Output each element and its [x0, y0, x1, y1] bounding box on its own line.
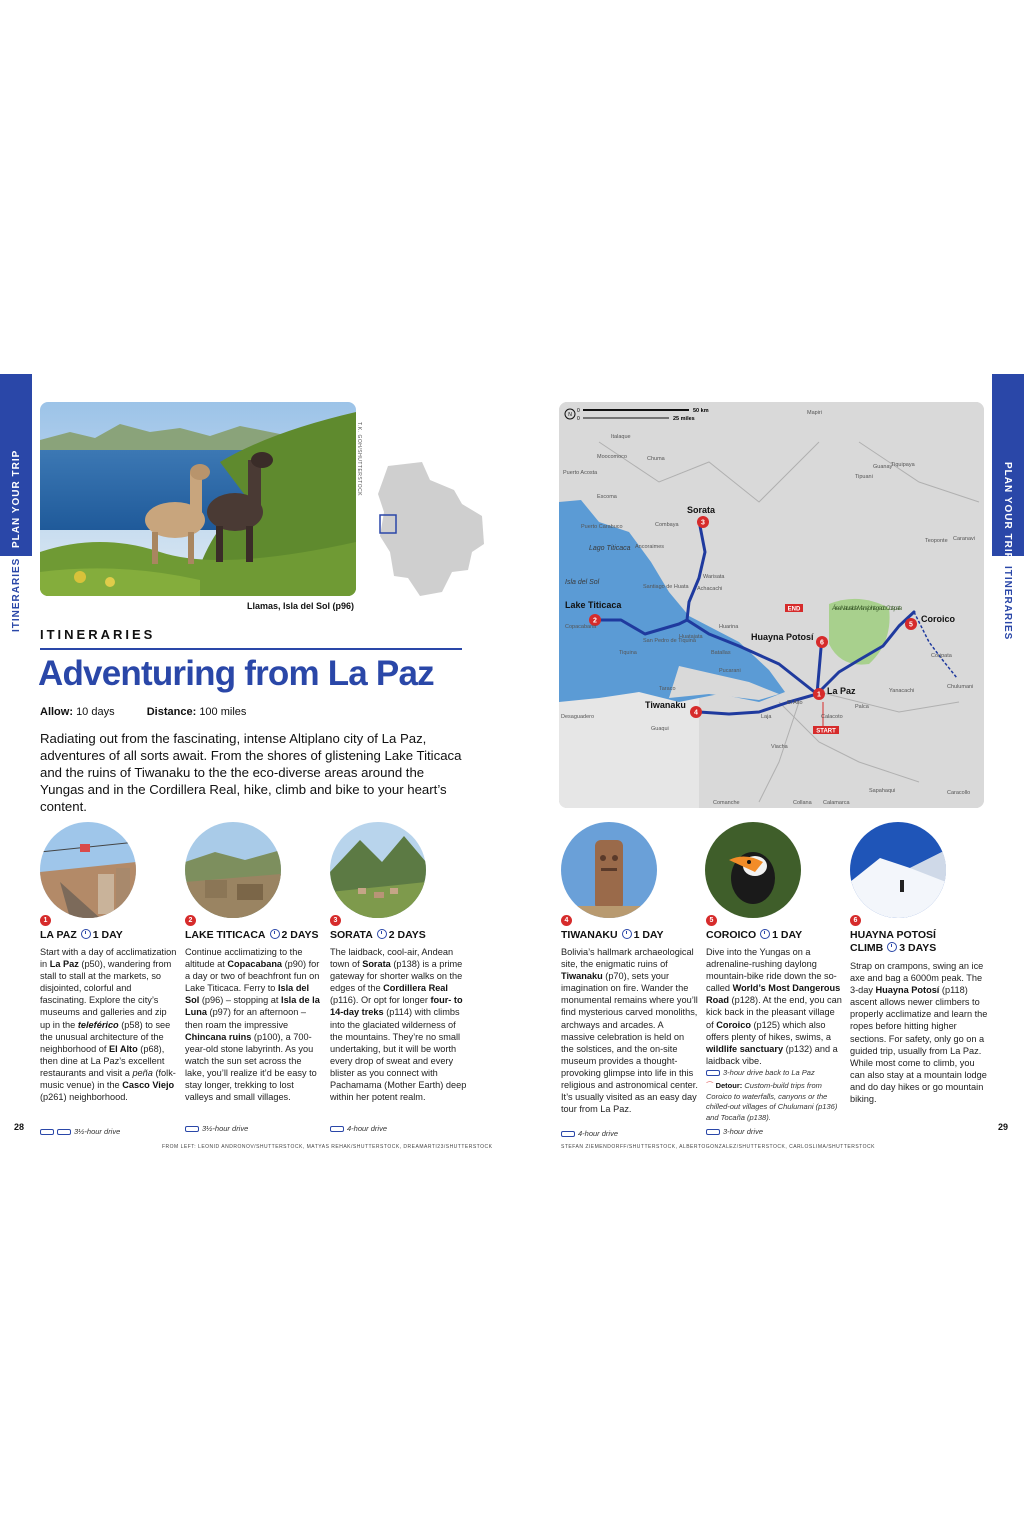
map-marker-3: 3	[701, 519, 705, 527]
photo-caption: Llamas, Isla del Sol (p96)	[246, 601, 354, 611]
stop-body-sorata: The laidback, cool-air, Andean town of Sorata (p138) is a prime gateway for shorter walks on the edges of the Cordillera Real (p116). Or opt for longer four- to 14-day treks (p114) with climbs into the glaciated wilderness of the mountains. They’re no small undertaking, but it will be worth every drop of sweat and every blister as you connect with Pachamama (Mother Earth) deep within her potent realm.	[330, 947, 467, 1103]
map-marker-2: 2	[593, 617, 597, 625]
detour-text: Custom-build trips from Coroico to waterfalls, canyons or the chilled-out villages of Chulumani (p136) and Tocaña (p138).	[706, 1081, 838, 1122]
section-kicker: ITINERARIES	[40, 627, 156, 642]
stop-duration: 1 DAY	[772, 929, 803, 941]
photo-credits-right: STEFAN ZIEMENDORFF/SHUTTERSTOCK, ALBERTOGONZALEZ/SHUTTERSTOCK, CARLOSLIMA/SHUTTERSTOCK	[561, 1144, 875, 1150]
map-town-label: Viacha	[771, 744, 788, 750]
map-label-sorata: Sorata	[687, 505, 716, 515]
intro-paragraph: Radiating out from the fascinating, intense Altiplano city of La Paz, adventures of all sorts await. From the shores of glistening Lake Titicaca and the ruins of Tiwanaku to the the eco-diverse areas around the Yungas and in the Cordillera Real, hike, climb and bike to your heart’s content.	[40, 731, 462, 814]
map-town-label: Chuma	[647, 456, 665, 462]
stop-title-coroico	[706, 929, 802, 942]
stop-name: LAKE TITICACA	[185, 929, 266, 941]
map-town-label: Ancoraimes	[635, 544, 665, 550]
map-label-tiwanaku: Tiwanaku	[645, 700, 686, 710]
end-label: END	[787, 606, 801, 613]
page-title: Adventuring from La Paz	[38, 654, 434, 693]
car-icon	[706, 1070, 720, 1076]
map-town-label: Guaqui	[651, 726, 669, 732]
route-map	[559, 402, 984, 808]
stop-body-tiwanaku: Bolivia’s hallmark archaeological site, the enigmatic ruins of Tiwanaku (p70), sets your imagination on fire. Wander the monumental remains where you’ll find mysterious carved monoliths, archways and arcades. A massive celebration is held on the solstices, and the on-site museum provides a thought-provoking glimpse into life in this religious and astronomical center. It’s usually visited as an easy day tour from La Paz.	[561, 947, 698, 1115]
map-label-park: Área Natural de Manejo Integrado Cotapata	[832, 606, 902, 612]
itineraries-side-label-right: ITINERARIES	[1002, 566, 1013, 641]
car-icon	[561, 1131, 575, 1137]
stop-title-la-paz	[40, 929, 123, 942]
start-label: START	[816, 728, 836, 735]
clock-icon	[887, 942, 897, 952]
llamas-illustration	[40, 402, 356, 596]
stop-title-tiwanaku	[561, 929, 664, 942]
map-town-label: Comanche	[713, 800, 740, 806]
tiwanaku-photo	[561, 822, 657, 918]
stop-name: SORATA	[330, 929, 373, 941]
distance-label: Distance:	[146, 706, 197, 718]
drive-text: 3-hour drive	[723, 1127, 764, 1136]
stop-number-6: 6	[850, 915, 861, 926]
map-town-label: Laja	[761, 714, 772, 720]
stop-body-lake-titicaca: Continue acclimatizing to the altitude at Copacabana (p90) for a day or two of beachfront fun on Lake Titicaca. Ferry to Isla del Sol (p96) – stopping at Isla de la Luna (p97) for an afternoon – then roam the impressive Chincana ruins (p100), a 700-year-old stone labyrinth. As you watch the sun set across the lake, you’ll realize it’d be easy to stay longer, trekking to lost valleys and small villages.	[185, 947, 320, 1103]
map-town-label: Caracollo	[947, 790, 971, 796]
map-town-label: Huatajata	[679, 634, 703, 640]
map-town-label: Tiquipaya	[891, 462, 915, 468]
map-town-label: Palca	[855, 704, 869, 710]
sorata-photo	[330, 822, 426, 918]
stop-number-2: 2	[185, 915, 196, 926]
drive-info-lake-titicaca	[185, 1124, 248, 1133]
map-town-label: Copacabana	[565, 624, 597, 630]
clock-icon	[622, 929, 632, 939]
distance-value: 100 miles	[199, 706, 247, 718]
clock-icon	[270, 929, 280, 939]
detour-icon: ⌒	[706, 1081, 714, 1090]
scale-km: 50 km	[693, 408, 709, 414]
map-label-lake: Lago Titicaca	[589, 545, 631, 552]
map-town-label: Warisata	[703, 574, 725, 580]
map-town-label: Collana	[793, 800, 812, 806]
map-town-label: Teoponte	[925, 538, 948, 544]
page-number-right: 29	[998, 1122, 1009, 1132]
map-town-label: Puerto Carabuco	[581, 524, 623, 530]
map-label-coroico: Coroico	[921, 614, 956, 624]
drive-info-tiwanaku	[561, 1129, 618, 1138]
map-town-label: Desaguadero	[561, 714, 595, 720]
map-town-label: Achacachi	[697, 586, 723, 592]
page-number-left: 28	[14, 1122, 25, 1132]
stop-duration: 1 DAY	[633, 929, 664, 941]
photo-credit: T.K. GOH/SHUTTERSTOCK	[356, 422, 362, 497]
stop-duration: 2 DAYS	[388, 929, 426, 941]
allow-value: 10 days	[76, 706, 115, 718]
map-town-label: El Alto	[787, 700, 803, 706]
lake-titicaca-photo	[185, 822, 281, 918]
drive-info-la-paz	[40, 1127, 120, 1136]
map-marker-5: 5	[909, 621, 913, 629]
map-marker-4: 4	[694, 709, 698, 717]
stop-name: TIWANAKU	[561, 929, 618, 941]
stop-body-coroico: Dive into the Yungas on a adrenaline-rushing daylong mountain-bike ride down the so-called World’s Most Dangerous Road (p128). At the end, you can kick back in the pleasant village of Coroico (p125) which also offers plenty of hikes, swims, a wildlife sanctuary (p132) and a laidback vibe.	[706, 947, 842, 1066]
stop-title-sorata	[330, 929, 426, 942]
stop-number-1: 1	[40, 915, 51, 926]
clock-icon	[377, 929, 387, 939]
stop-number-3: 3	[330, 915, 341, 926]
map-town-label: Calamarca	[823, 800, 850, 806]
map-town-label: Yanacachi	[889, 688, 915, 694]
map-town-label: Calacoto	[821, 714, 843, 720]
stop-name: LA PAZ	[40, 929, 77, 941]
car-icon	[330, 1126, 344, 1132]
map-town-label: Pucarani	[719, 668, 741, 674]
map-town-label: Guanay	[873, 464, 893, 470]
map-town-label: San Pedro de Tiquina	[643, 638, 696, 644]
stop-duration: 1 DAY	[92, 929, 123, 941]
coroico-photo	[705, 822, 801, 918]
car-icon	[40, 1129, 54, 1135]
stop-body-la-paz: Start with a day of acclimatization in La Paz (p50), wandering from stall to stall at the markets, so disjointed, colorful and fascinating. Explore the city’s museums and galleries and zip up in the teleférico (p58) to see the unusual architecture of the neighborhood of El Alto (p68), then dine at La Paz’s excellent restaurants and visit a peña (folk-music venue) in the Casco Viejo (p261) neighborhood.	[40, 947, 177, 1103]
north-arrow: N	[568, 412, 572, 418]
clock-icon	[760, 929, 770, 939]
drive-info-sorata	[330, 1124, 387, 1133]
map-label-isla-del-sol: Isla del Sol	[565, 579, 600, 586]
stop-name-2: CLIMB	[850, 942, 884, 954]
drive-text: 3½-hour drive	[74, 1127, 121, 1136]
map-town-label: Coripata	[931, 653, 952, 659]
scale-zero-mi: 0	[577, 416, 580, 422]
map-town-label: Taraco	[659, 686, 676, 692]
map-marker-1: 1	[817, 691, 821, 699]
scale-zero-km: 0	[577, 408, 580, 414]
map-town-label: Puerto Acosta	[563, 470, 598, 476]
map-label-huayna-potosi: Huayna Potosí	[751, 632, 814, 642]
drive-text: 4-hour drive	[578, 1129, 619, 1138]
map-town-label: Italaque	[611, 434, 631, 440]
drive-info-coroico	[706, 1068, 815, 1077]
stop-name: COROICO	[706, 929, 757, 941]
stop-body-huayna-potosi: Strap on crampons, swing an ice axe and bag a 6000m peak. The 3-day Huayna Potosí (p118) ascent allows newer climbers to properly acclimatize and learn the ropes before hitting higher sections. For safety, only go on a guided trip, usually from La Paz. While most come to climb, you can also stay at a mountain lodge and do day hikes or go mountain biking.	[850, 961, 988, 1105]
allow-label: Allow:	[40, 706, 73, 718]
la-paz-photo	[40, 822, 136, 918]
map-town-label: Moocomoco	[597, 454, 627, 460]
map-marker-6: 6	[820, 639, 824, 647]
stop-name: HUAYNA POTOSÍ	[850, 929, 936, 941]
drive-text: 3½-hour drive	[202, 1124, 249, 1133]
map-town-label: Escoma	[597, 494, 617, 500]
plan-your-trip-label-left: PLAN YOUR TRIP	[11, 449, 22, 548]
detour-label: Detour:	[715, 1081, 743, 1090]
map-label-lake-titicaca: Lake Titicaca	[565, 600, 622, 610]
map-town-label: Tipuani	[855, 474, 873, 480]
map-town-label: Batallas	[711, 650, 731, 656]
drive-text: 3-hour drive back to La Paz	[723, 1068, 815, 1077]
clock-icon	[81, 929, 91, 939]
map-town-label: Tiquina	[619, 650, 637, 656]
detour-note	[706, 1081, 846, 1123]
car-icon	[706, 1129, 720, 1135]
title-rule	[40, 648, 462, 650]
map-town-label: Huarina	[719, 624, 739, 630]
drive-info-coroico-2	[706, 1127, 763, 1136]
map-town-label: Sapahaqui	[869, 788, 896, 794]
stop-title-lake-titicaca	[185, 929, 318, 942]
stop-duration: 2 DAYS	[281, 929, 319, 941]
map-town-label: Combaya	[655, 522, 679, 528]
drive-text: 4-hour drive	[347, 1124, 388, 1133]
stop-title-huayna-potosi	[850, 929, 936, 955]
map-town-label: Chulumani	[947, 684, 974, 690]
plan-your-trip-label-right: PLAN YOUR TRIP	[1002, 462, 1013, 561]
map-town-label: Caranavi	[953, 536, 976, 542]
stop-number-4: 4	[561, 915, 572, 926]
stop-duration: 3 DAYS	[899, 942, 937, 954]
llamas-photo	[40, 402, 356, 596]
bolivia-locator-map	[370, 460, 490, 600]
map-town-label: Santiago de Huata	[643, 584, 689, 590]
map-town-label: Mapiri	[807, 410, 822, 416]
photo-credits-left: FROM LEFT: LEONID ANDRONOV/SHUTTERSTOCK, MATYAS REHAK/SHUTTERSTOCK, DREAMARTI23/SHUTTERSTOCK	[162, 1144, 493, 1150]
trip-meta	[40, 706, 246, 718]
scale-miles: 25 miles	[673, 416, 695, 422]
bus-icon	[57, 1129, 71, 1135]
huayna-potosi-photo	[850, 822, 946, 918]
stop-number-5: 5	[706, 915, 717, 926]
itineraries-side-label-left: ITINERARIES	[11, 557, 22, 632]
car-icon	[185, 1126, 199, 1132]
map-label-la-paz: La Paz	[827, 686, 856, 696]
